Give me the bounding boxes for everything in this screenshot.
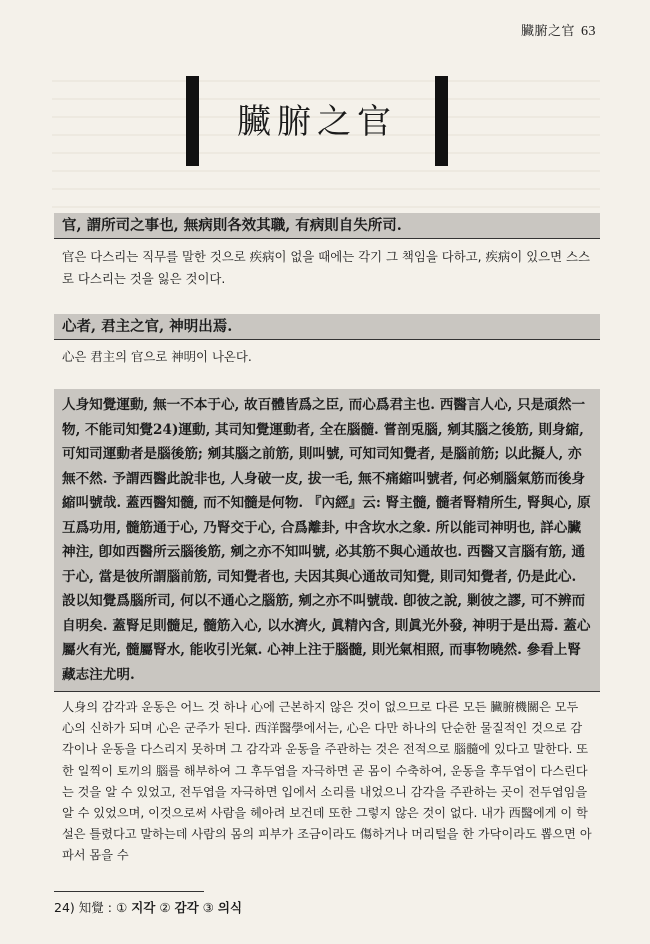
footnote xyxy=(54,898,242,916)
footnote-meaning-3: 의식 xyxy=(217,900,243,915)
running-title: 臟腑之官 xyxy=(520,24,575,39)
footnote-marker-3: ③ xyxy=(202,900,214,915)
footnote-marker-2: ② xyxy=(159,900,171,915)
translation-2: 心은 君主의 官으로 神明이 나온다. xyxy=(62,349,252,364)
classic-text-3: 人身知覺運動, 無一不本于心, 故百體皆爲之臣, 而心爲君主也. 西醫言人心, 只是頑然一物, 不能司知覺24)運動, 其司知覺運動者, 全在腦髓. 嘗剖兎腦, 剜其腦之後筋, 則身縮, 可知司運動者是腦後筋; 剜其腦之前筋, 則叫號, 可知司知覺者, 是腦前筋; 以此擬人, 亦無不然. 予謂西醫此說非也, 人身破一皮, 拔一毛, 無不痛縮叫號者, 何必剜腦氣筋而後身縮叫號哉. 蓋西醫知髓, 而不知髓是何物. 『內經』云: 腎主髓, 髓者腎精所生, 腎與心, 原互爲功用, 髓筋通于心, 乃腎交于心, 合爲離卦, 中含坎水之象. 所以能司神明也, 詳心臟神注, 卽如西醫所云腦後筋, 剜之亦不知叫號, 必其筋不與心通故也. 西醫又言腦有筋, 通于心, 當是彼所謂腦前筋, 司知覺者也, 夫因其與心通故司知覺, 則司知覺者, 仍是此心. 設以知覺爲腦所司, 何以不通心之腦筋, 剜之亦不叫號哉. 卽彼之說, 剿彼之謬, 可不辨而自明矣. 蓋腎足則髓足, 髓筋入心, 以水濟火, 眞精內含, 則眞光外發, 神明于是出焉. 蓋心屬火有光, 髓屬腎水, 能收引光氣. 心神上注于腦髓, 則光氣相照, 而事物曉然. 參看上腎藏志注尤明. xyxy=(62,397,591,683)
footnote-marker-1: ① xyxy=(115,900,128,915)
classic-text-block-3 xyxy=(54,389,600,691)
footnote-meaning-1: 지각 xyxy=(131,900,156,915)
page-number: 63 xyxy=(581,24,596,39)
classic-text-block-1 xyxy=(54,213,600,238)
classic-text-2: 心者, 君主之官, 神明出焉. xyxy=(62,318,233,335)
running-header xyxy=(521,20,596,40)
footnote-number: 24) xyxy=(54,900,75,915)
footnote-rule xyxy=(54,891,204,892)
chapter-title: 臟腑之官 xyxy=(237,101,397,142)
footnote-separator: : xyxy=(107,900,112,915)
classic-text-1: 官, 謂所司之事也, 無病則各效其職, 有病則自失所司. xyxy=(62,217,402,234)
classic-text-block-2 xyxy=(54,314,600,339)
section-rule-1 xyxy=(54,238,600,239)
footnote-term: 知覺 xyxy=(78,900,104,915)
translation-1: 官은 다스리는 직무를 말한 것으로 疾病이 없을 때에는 각기 그 책임을 다하고, 疾病이 있으면 스스로 다스리는 것을 잃은 것이다. xyxy=(62,249,590,286)
title-left-bar xyxy=(186,76,199,166)
footnote-meaning-2: 감각 xyxy=(174,900,199,915)
section-rule-3 xyxy=(54,691,600,692)
title-box xyxy=(186,70,448,166)
section-rule-2 xyxy=(54,339,600,340)
title-right-bar xyxy=(435,76,448,166)
translation-3: 人身의 감각과 운동은 어느 것 하나 心에 근본하지 않은 것이 없으므로 다른 모든 臟腑機關은 모두 心의 신하가 되며 心은 군주가 된다. 西洋醫學에서는, 心은 다만 하나의 단순한 물질적인 것으로 감각이나 운동을 다스리지 못하며 그 감각과 운동을 주관하는 것은 전적으로 腦髓에 있다고 말한다. 또한 일찍이 토끼의 腦를 해부하여 그 후두엽을 자극하면 곧 몸이 수축하여, 운동을 후두엽이 다스린다는 것을 알 수 있었고, 전두엽을 자극하면 입에서 소리를 내었으니 감각을 주관하는 곳이 전두엽임을 알 수 있었으며, 이것으로써 사람을 헤아려 보건데 또한 그렇지 않은 것이 없다. 내가 西醫에게 이 학설은 틀렸다고 말하는데 사람의 몸의 피부가 조금이라도 傷하거나 머리털을 한 가닥이라도 뽑으면 아파서 몸을 수 xyxy=(62,700,592,863)
